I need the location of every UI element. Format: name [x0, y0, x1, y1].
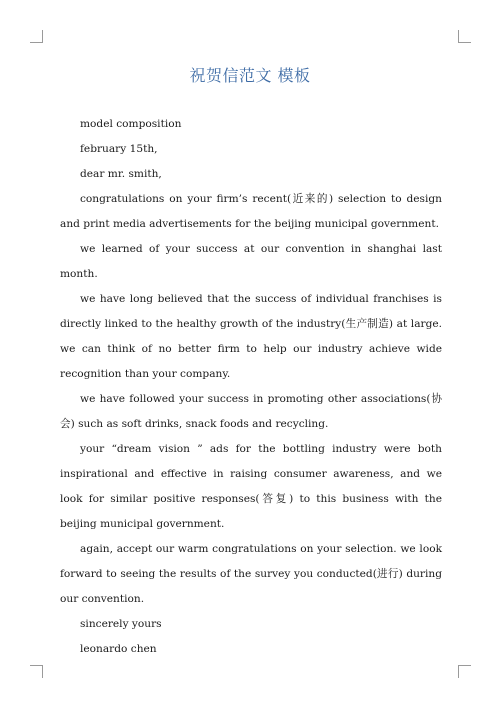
body-paragraph-6: again, accept our warm congratulations on your selection. we look forward to seeing the results of the survey you conducted(进行) during our convention. [60, 543, 442, 605]
crop-mark-bottom-right [458, 665, 471, 678]
salutation: dear mr. smith, [80, 168, 162, 180]
crop-mark-bottom-left [30, 665, 43, 678]
body-paragraph-3: we have long believed that the success of individual franchises is directly linked to the healthy growth of the industry(生产制造) at large. we can think of no better firm to help our industry achieve wide recognition than your company. [60, 293, 442, 380]
subject-line: model composition [80, 118, 182, 130]
crop-mark-top-left [30, 30, 43, 43]
letter-body [60, 112, 442, 662]
date-line: february 15th, [80, 143, 158, 155]
crop-mark-top-right [458, 30, 471, 43]
body-paragraph-4: we have followed your success in promoting other associations(协会) such as soft drinks, snack foods and recycling. [60, 393, 442, 430]
body-paragraph-1: congratulations on your firm’s recent(近来的) selection to design and print media advertisements for the beijing municipal government. [60, 193, 442, 230]
document-title: 祝贺信范文 模板 [189, 66, 311, 85]
closing: sincerely yours [80, 618, 162, 630]
body-paragraph-2: we learned of your success at our convention in shanghai last month. [60, 243, 442, 280]
signature-name: leonardo chen [80, 643, 157, 655]
body-paragraph-5: your “dream vision ” ads for the bottling industry were both inspirational and effective in raising consumer awareness, and we look for similar positive responses(答复) to this business with the beijing municipal government. [60, 443, 442, 530]
